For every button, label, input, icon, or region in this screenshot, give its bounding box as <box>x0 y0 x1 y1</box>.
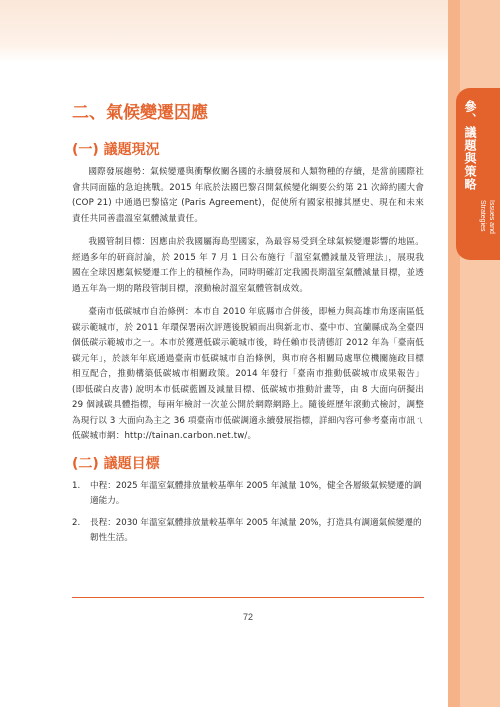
goal-text: 長程：2030 年溫室氣體排放量較基準年 2005 年減量 20%，打造具有調適氣候變遷的韌性生活。 <box>90 517 422 543</box>
paragraph-national-target: 我國管制目標：因應由於我國屬海島型國家，為最容易受到全球氣候變遷影響的地區。經過多年的研商討論，於 2015 年 7 月 1 日公布施行「溫室氣體減量及管理法」，展現我國在全球因應氣候變遷工作上的積極作為，同時明確訂定我國長期溫室氣體減量目標，並透過五年為一期的階段管制目標，滾動檢討溫室氣體管制成效。 <box>72 237 424 294</box>
section-title: 二、氣候變遷因應 <box>72 103 208 123</box>
goal-text: 中程：2025 年溫室氣體排放量較基準年 2005 年減量 10%，健全各層級氣候變遷的調適能力。 <box>90 480 422 506</box>
page-content <box>72 98 424 553</box>
list-item <box>72 516 424 547</box>
chapter-tab-english: Issues and Strategies <box>479 200 495 234</box>
subsection-title-status: (一) 議題現況 <box>72 142 160 158</box>
list-item <box>72 479 424 510</box>
chapter-side-tab[interactable] <box>456 88 500 260</box>
goal-number: 1. <box>72 480 81 491</box>
goal-list <box>72 479 424 547</box>
chapter-tab-chinese: 參、議題與策略 <box>463 100 477 191</box>
page-number: 72 <box>242 612 253 622</box>
goal-number: 2. <box>72 517 81 528</box>
header-band <box>0 0 500 62</box>
subsection-title-goals: (二) 議題目標 <box>72 455 160 472</box>
paragraph-international-trend: 國際發展趨勢：氣候變遷與衝擊攸關各國的永續發展和人類物種的存續，是當前國際社會共同面臨的急迫挑戰。2015 年底於法國巴黎召開氣候變化綱要公約第 21 次締約國大會 (COP 21) 中通過巴黎協定 (Paris Agreement)，促使所有國家根據其歷史、現在和未來責任共同善盡溫室氣體減量責任。 <box>72 167 424 224</box>
paragraph-tainan-ordinance: 臺南市低碳城市自治條例：本市自 2010 年底縣市合併後，即極力與高雄市角逐南區低碳示範城市，於 2011 年環保署兩次評選後脫穎而出與新北市、臺中市、宜蘭縣成為全臺四個低碳示範城市之一。本市於獲選低碳示範城市後，時任賴市長清德訂 2012 年為「臺南低碳元年」，於該年年底通過臺南市低碳城市自治條例，與市府各相關局處單位機關施政目標相互配合，推動構築低碳城市相關政策。2014 年發行「臺南市推動低碳城市成果報告」(即低碳白皮書) 說明本市低碳藍圖及減量目標、低碳城市推動計畫等，由 8 大面向研擬出 29 個減碳具體指標，每兩年檢討一次並公開於網際網路上。隨後經歷年滾動式檢討，調整為現行以 3 大面向為主之 36 項臺南市低碳調適永續發展指標，詳細內容可參考臺南市訊ㄟ低碳城市網：http://tainan.carbon.net.tw/。 <box>72 307 424 441</box>
footer-divider <box>72 597 424 598</box>
